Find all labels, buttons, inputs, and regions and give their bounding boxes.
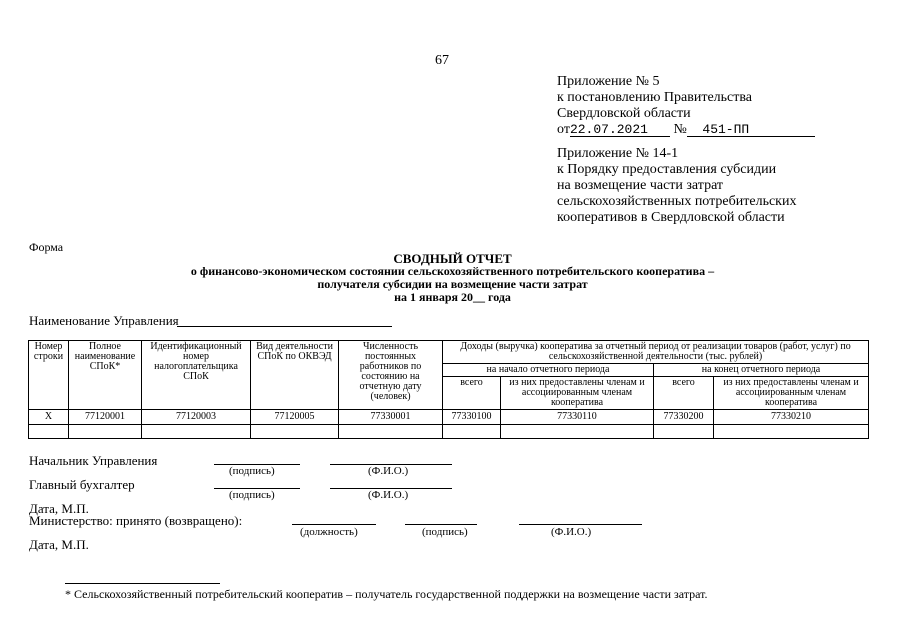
header-total-end: всего <box>654 377 714 410</box>
header-inn: Идентификационный номер налогоплательщика СПоК <box>142 341 251 410</box>
ministry-position-field[interactable] <box>292 524 376 525</box>
header-employees: Численность постоянных работников по состоянию на отчетную дату (человек) <box>339 341 443 410</box>
code-cell: X <box>29 410 69 425</box>
data-cell[interactable] <box>443 425 501 439</box>
appendix-14-line2: к Порядку предоставления субсидии <box>557 162 777 177</box>
report-title-block <box>0 252 905 304</box>
date-stamp-label: Дата, М.П. <box>29 501 89 516</box>
ministry-signature-field[interactable] <box>405 524 477 525</box>
header-period-end: на конец отчетного периода <box>654 364 869 377</box>
appendix-14-line5: кооперативов в Свердловской области <box>557 210 785 225</box>
appendix-5-line1: Приложение № 5 <box>557 74 660 89</box>
code-cell: 77120003 <box>142 410 251 425</box>
accountant-fio-caption: (Ф.И.О.) <box>368 489 409 501</box>
blank-data-row <box>29 425 869 439</box>
code-cell: 77330110 <box>501 410 654 425</box>
ministry-fio-caption: (Ф.И.О.) <box>551 526 592 538</box>
header-members-start: из них предоставлены членам и ассоциированным членам кооператива <box>501 377 654 410</box>
report-title: СВОДНЫЙ ОТЧЕТ <box>393 251 512 266</box>
code-cell: 77120005 <box>251 410 339 425</box>
appendix-5-date-line <box>557 122 815 138</box>
header-members-end: из них предоставлены членам и ассоциированным членам кооператива <box>714 377 869 410</box>
appendix-5-line2: к постановлению Правительства <box>557 90 753 105</box>
resolution-number: 451-ПП <box>687 122 815 137</box>
head-label: Начальник Управления <box>29 453 158 468</box>
data-cell[interactable] <box>339 425 443 439</box>
appendix-14-line4: сельскохозяйственных потребительских <box>557 194 797 209</box>
ministry-label: Министерство: принято (возвращено): <box>29 513 243 528</box>
data-cell[interactable] <box>29 425 69 439</box>
from-label: от <box>557 122 570 137</box>
header-activity: Вид деятельности СПоК по ОКВЭД <box>251 341 339 410</box>
accountant-label: Главный бухгалтер <box>29 477 135 492</box>
resolution-date: 22.07.2021 <box>570 122 670 137</box>
appendix-14-line3: на возмещение части затрат <box>557 178 724 193</box>
head-fio-caption: (Ф.И.О.) <box>368 465 409 477</box>
number-label: № <box>673 122 687 137</box>
code-cell: 77330001 <box>339 410 443 425</box>
page-number: 67 <box>435 53 449 68</box>
form-label: Форма <box>29 240 64 254</box>
data-cell[interactable] <box>714 425 869 439</box>
footnote-rule <box>65 583 220 584</box>
report-subtitle-1: о финансово-экономическом состоянии сельскохозяйственного потребительского кооператива – <box>190 264 715 278</box>
code-cell: 77330100 <box>443 410 501 425</box>
management-name-label: Наименование Управления <box>29 313 179 328</box>
report-table <box>28 340 869 439</box>
accountant-signature-caption: (подпись) <box>229 489 275 501</box>
date-stamp-label-2: Дата, М.П. <box>29 537 89 552</box>
footnote: * Сельскохозяйственный потребительский кооператив – получатель государственной поддержки на возмещение части затрат. <box>65 587 708 601</box>
data-cell[interactable] <box>142 425 251 439</box>
ministry-signature-caption: (подпись) <box>422 526 468 538</box>
position-caption: (должность) <box>300 526 358 538</box>
header-income-group: Доходы (выручка) кооператива за отчетный период от реализации товаров (работ, услуг) по сельскохозяйственной деятельности (тыс. рублей) <box>443 341 869 364</box>
code-cell: 77330200 <box>654 410 714 425</box>
code-cell: 77120001 <box>69 410 142 425</box>
header-full-name: Полное наименование СПоК* <box>69 341 142 410</box>
header-row-number: Номер строки <box>29 341 69 410</box>
data-cell[interactable] <box>501 425 654 439</box>
management-name-field[interactable] <box>177 326 392 327</box>
data-cell[interactable] <box>251 425 339 439</box>
report-subtitle-2: получателя субсидии на возмещение части затрат <box>317 277 588 291</box>
appendix-14-line1: Приложение № 14-1 <box>557 146 679 161</box>
header-period-start: на начало отчетного периода <box>443 364 654 377</box>
code-cell: 77330210 <box>714 410 869 425</box>
appendix-5-block <box>557 74 815 138</box>
appendix-5-line3: Свердловской области <box>557 106 691 121</box>
report-date-line: на 1 января 20__ года <box>394 290 511 304</box>
data-cell[interactable] <box>654 425 714 439</box>
appendix-14-block <box>557 146 796 226</box>
head-signature-caption: (подпись) <box>229 465 275 477</box>
code-row <box>29 410 869 425</box>
data-cell[interactable] <box>69 425 142 439</box>
header-total-start: всего <box>443 377 501 410</box>
ministry-fio-field[interactable] <box>519 524 642 525</box>
